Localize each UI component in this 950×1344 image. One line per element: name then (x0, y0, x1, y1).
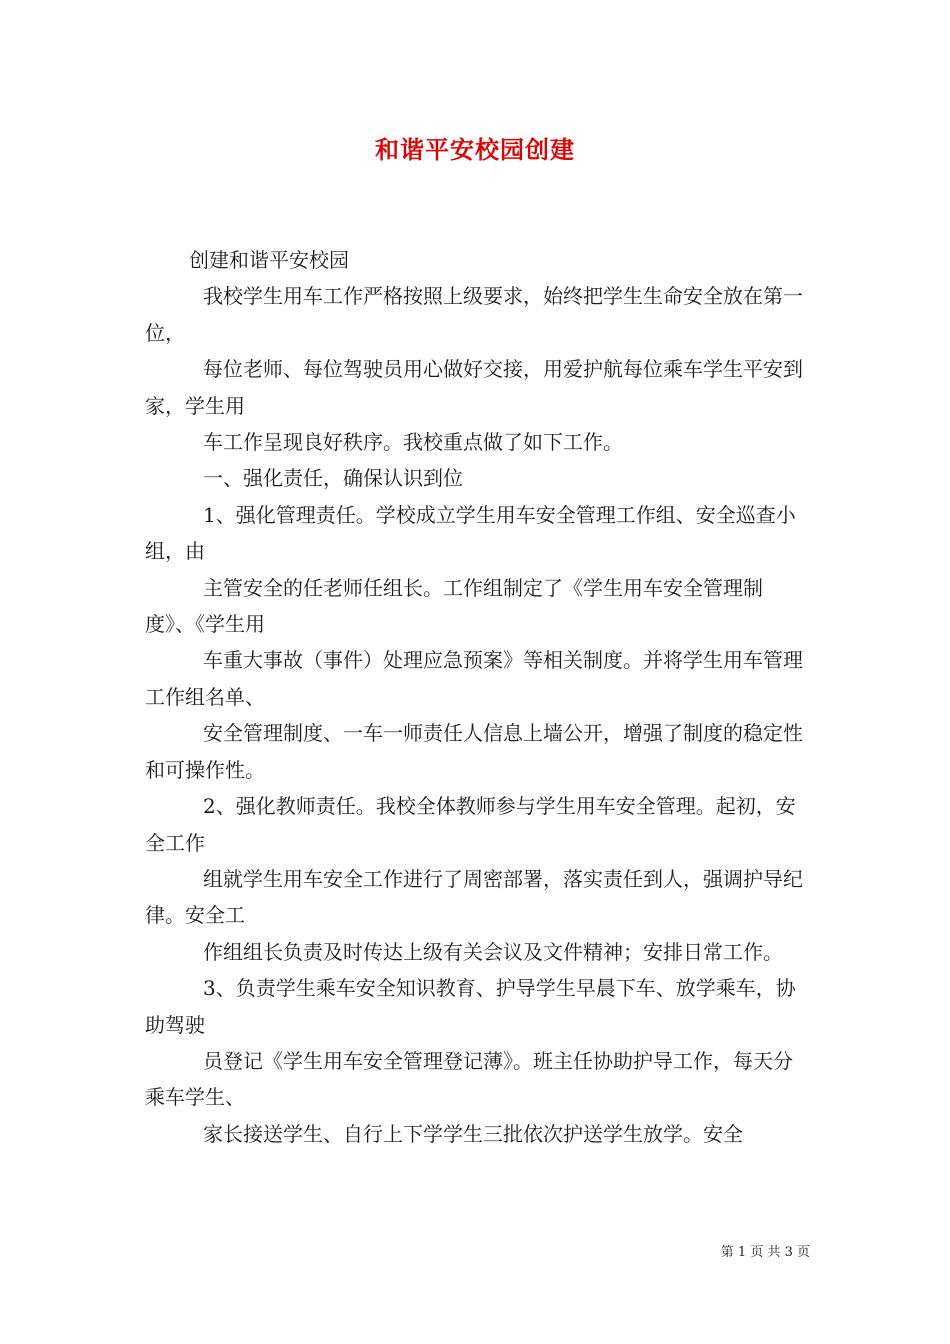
paragraph: 2、强化教师责任。我校全体教师参与学生用车安全管理。起初，安全工作 (145, 794, 796, 855)
paragraph: 车工作呈现良好秩序。我校重点做了如下工作。 (203, 430, 623, 455)
paragraph: 主管安全的任老师任组长。工作组制定了《学生用车安全管理制度》、《学生用 (145, 575, 763, 637)
paragraph: 1、强化管理责任。学校成立学生用车安全管理工作组、安全巡查小组，由 (145, 502, 796, 564)
paragraph: 家长接送学生、自行上下学学生三批依次护送学生放学。安全 (203, 1121, 743, 1146)
document-title: 和谐平安校园创建 (375, 135, 575, 164)
paragraph: 车重大事故（事件）处理应急预案》等相关制度。并将学生用车管理工作组名单、 (145, 648, 803, 709)
paragraph: 我校学生用车工作严格按照上级要求，始终把学生生命安全放在第一位， (145, 284, 803, 345)
paragraph: 创建和谐平安校园 (189, 248, 349, 272)
document-body (145, 242, 807, 1152)
paragraph: 安全管理制度、一车一师责任人信息上墙公开，增强了制度的稳定性和可操作性。 (145, 721, 803, 782)
section-heading: 一、强化责任，确保认识到位 (203, 466, 463, 491)
page-indicator: 第 1 页 共 3 页 (720, 1245, 810, 1260)
paragraph: 作组组长负责及时传达上级有关会议及文件精神；安排日常工作。 (203, 939, 783, 964)
paragraph: 员登记《学生用车安全管理登记薄》。班主任协助护导工作，每天分乘车学生、 (145, 1048, 793, 1110)
paragraph: 组就学生用车安全工作进行了周密部署，落实责任到人，强调护导纪律。安全工 (145, 866, 803, 928)
paragraph: 3、负责学生乘车安全知识教育、护导学生早晨下车、放学乘车，协助驾驶 (145, 976, 796, 1037)
paragraph: 每位老师、每位驾驶员用心做好交接，用爱护航每位乘车学生平安到家，学生用 (145, 357, 803, 418)
